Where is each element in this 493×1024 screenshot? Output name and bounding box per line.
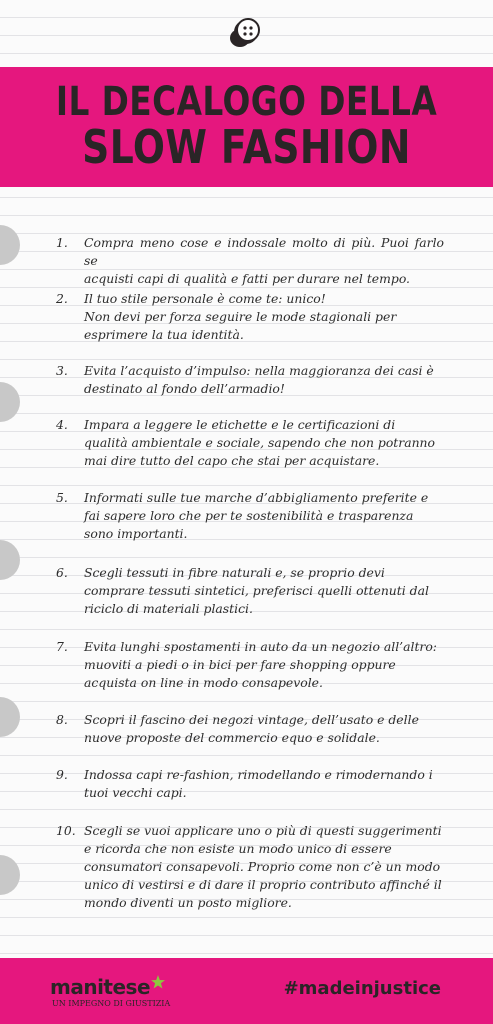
item-text-line: sono importanti. [84, 526, 188, 541]
leaf-star-icon [150, 974, 166, 990]
item-text-line: consumatori consapevoli. Proprio come non c’è un modo [84, 859, 441, 874]
list-item [56, 362, 444, 398]
item-text-line: e ricorda che non esiste un modo unico di essere [84, 841, 392, 856]
list-item [56, 564, 444, 618]
item-text-line: riciclo di materiali plastici. [84, 601, 253, 616]
brand-tagline: UN IMPEGNO DI GIUSTIZIA [52, 999, 171, 1008]
item-number: 8. [56, 712, 68, 727]
item-number: 2. [56, 291, 68, 306]
item-text-line: esprimere la tua identità. [84, 327, 244, 342]
list-item [56, 766, 444, 802]
item-text-line: Scegli tessuti in fibre naturali e, se proprio devi [84, 565, 385, 580]
list-item [56, 234, 444, 288]
list-item [56, 290, 444, 344]
page-title-line1: IL DECALOGO DELLA [55, 79, 438, 125]
item-text-line: Scopri il fascino dei negozi vintage, dell’usato e delle [84, 712, 419, 727]
item-number: 4. [56, 417, 68, 432]
item-number: 3. [56, 363, 68, 378]
item-text-line: Impara a leggere le etichette e le certificazioni di [84, 417, 396, 432]
item-text-line: Indossa capi re-fashion, rimodellando e rimodernando i [84, 767, 433, 782]
item-text-line: Evita l’acquisto d’impulso: nella maggioranza dei casi è [84, 363, 434, 378]
item-text-line: muoviti a piedi o in bici per fare shopping oppure [84, 657, 396, 672]
list-item [56, 822, 444, 912]
page-title-line2: SLOW FASHION [82, 120, 411, 174]
item-number: 5. [56, 490, 68, 505]
item-text-line: acquisti capi di qualità e fatti per durare nel tempo. [84, 271, 410, 286]
item-number: 1. [56, 235, 68, 250]
list-item [56, 638, 444, 692]
list-item [56, 489, 444, 543]
item-text-line: Scegli se vuoi applicare uno o più di questi suggerimenti [84, 823, 442, 838]
item-number: 7. [56, 639, 68, 654]
item-text-line: mondo diventi un posto migliore. [84, 895, 292, 910]
item-text-line: nuove proposte del commercio equo e solidale. [84, 730, 380, 745]
item-number: 9. [56, 767, 68, 782]
item-text-line: qualità ambientale e sociale, sapendo che non potranno [84, 435, 435, 450]
brand-logo: manitese [50, 975, 151, 999]
item-text-line: mai dire tutto del capo che stai per acquistare. [84, 453, 380, 468]
item-number: 6. [56, 565, 68, 580]
list-item [56, 416, 444, 470]
item-text-line: acquista on line in modo consapevole. [84, 675, 323, 690]
item-text-line: fai sapere loro che per te sostenibilità e trasparenza [84, 508, 414, 523]
item-text-line: tuoi vecchi capi. [84, 785, 187, 800]
item-text-line: Il tuo stile personale è come te: unico! [84, 291, 326, 306]
hashtag: #madeinjustice [283, 978, 441, 999]
item-text-line: Evita lunghi spostamenti in auto da un negozio all’altro: [84, 639, 437, 654]
item-text-line: destinato al fondo dell’armadio! [84, 381, 285, 396]
list-item [56, 711, 444, 747]
item-number: 10. [56, 823, 76, 838]
item-text-line: Informati sulle tue marche d’abbigliamento preferite e [84, 490, 429, 505]
item-text-line: comprare tessuti sintetici, preferisci quelli ottenuti dal [84, 583, 429, 598]
button-stack-icon [222, 12, 266, 52]
item-text-line: unico di vestirsi e di dare il proprio contributo affinché il [84, 877, 442, 892]
item-text-line: Non devi per forza seguire le mode stagionali per [84, 309, 397, 324]
item-text-line: Compra meno cose e indossale molto di più. Puoi farlo se [84, 235, 444, 268]
